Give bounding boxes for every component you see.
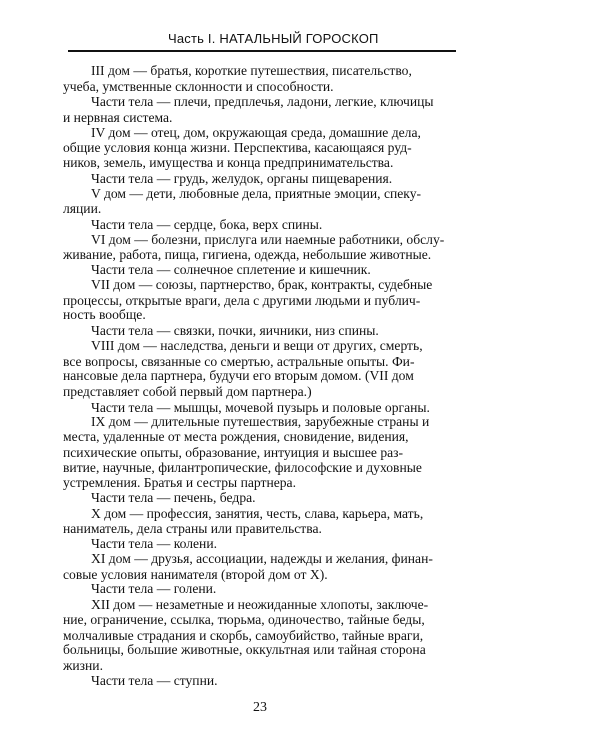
text-line: совые условия нанимателя (второй дом от X). <box>63 567 328 582</box>
text-line: Части тела — колени. <box>91 536 217 551</box>
text-line: Части тела — грудь, желудок, органы пищеварения. <box>91 171 393 186</box>
text-line: общие условия конца жизни. Перспектива, касающаяся руд- <box>63 140 412 155</box>
page-number: 23 <box>253 700 267 715</box>
text-line: процессы, открытые враги, дела с другими людьми и публич- <box>63 293 421 308</box>
text-line: больницы, большие животные, оккультная или тайная сторона <box>63 642 426 657</box>
text-line: Части тела — ступни. <box>91 673 218 688</box>
text-line: нансовые дела партнера, будучи его вторым домом. (VII дом <box>63 368 414 383</box>
text-line: учеба, умственные склонности и способности. <box>63 79 334 94</box>
text-line: X дом — профессия, занятия, честь, слава, карьера, мать, <box>91 506 424 521</box>
text-line: жизни. <box>63 658 103 673</box>
text-line: VII дом — союзы, партнерство, брак, контракты, судебные <box>91 277 433 292</box>
text-line: XI дом — друзья, ассоциации, надежды и желания, финан- <box>91 551 433 566</box>
text-line: V дом — дети, любовные дела, приятные эмоции, спеку- <box>91 186 422 201</box>
text-line: психические опыты, образование, интуиция и высшее раз- <box>63 445 404 460</box>
text-line: ность вообще. <box>63 307 146 322</box>
text-line: устремления. Братья и сестры партнера. <box>63 475 296 490</box>
text-line: IX дом — длительные путешествия, зарубежные страны и <box>91 414 430 429</box>
text-line: Части тела — голени. <box>91 581 217 596</box>
text-line: ников, земель, имущества и конца предпринимательства. <box>63 155 394 170</box>
text-line: ние, ограничение, ссылка, тюрьма, одиночество, тайные беды, <box>63 612 425 627</box>
text-line: Части тела — сердце, бока, верх спины. <box>91 217 323 232</box>
text-line: живание, работа, пища, гигиена, одежда, небольшие животные. <box>63 247 432 262</box>
text-line: Части тела — плечи, предплечья, ладони, легкие, ключицы <box>91 94 434 109</box>
running-header: Часть I. НАТАЛЬНЫЙ ГОРОСКОП <box>168 31 379 46</box>
text-line: XII дом — незаметные и неожиданные хлопоты, заключе- <box>91 597 429 612</box>
text-line: витие, научные, филантропические, философские и духовные <box>63 460 422 475</box>
text-line: представляет собой первый дом партнера.) <box>63 384 312 399</box>
text-line: и нервная система. <box>63 110 173 125</box>
text-line: Части тела — солнечное сплетение и кишечник. <box>91 262 371 277</box>
header-rule <box>68 50 456 52</box>
text-line: III дом — братья, короткие путешествия, писательство, <box>91 63 412 78</box>
text-line: места, удаленные от места рождения, сновидение, видения, <box>63 429 409 444</box>
text-line: ляции. <box>63 201 102 216</box>
text-line: Части тела — мышцы, мочевой пузырь и половые органы. <box>91 400 430 415</box>
text-line: наниматель, дела страны или правительства. <box>63 521 322 536</box>
text-line: все вопросы, связанные со смертью, астральные опыты. Фи- <box>63 354 415 369</box>
text-line: Части тела — печень, бедра. <box>91 490 256 505</box>
text-line: Части тела — связки, почки, яичники, низ спины. <box>91 323 379 338</box>
text-line: VIII дом — наследства, деньги и вещи от других, смерть, <box>91 338 423 353</box>
text-line: молчаливые страдания и скорбь, самоубийство, тайные враги, <box>63 628 424 643</box>
text-line: IV дом — отец, дом, окружающая среда, домашние дела, <box>91 125 421 140</box>
text-line: VI дом — болезни, прислуга или наемные работники, обслу- <box>91 232 445 247</box>
